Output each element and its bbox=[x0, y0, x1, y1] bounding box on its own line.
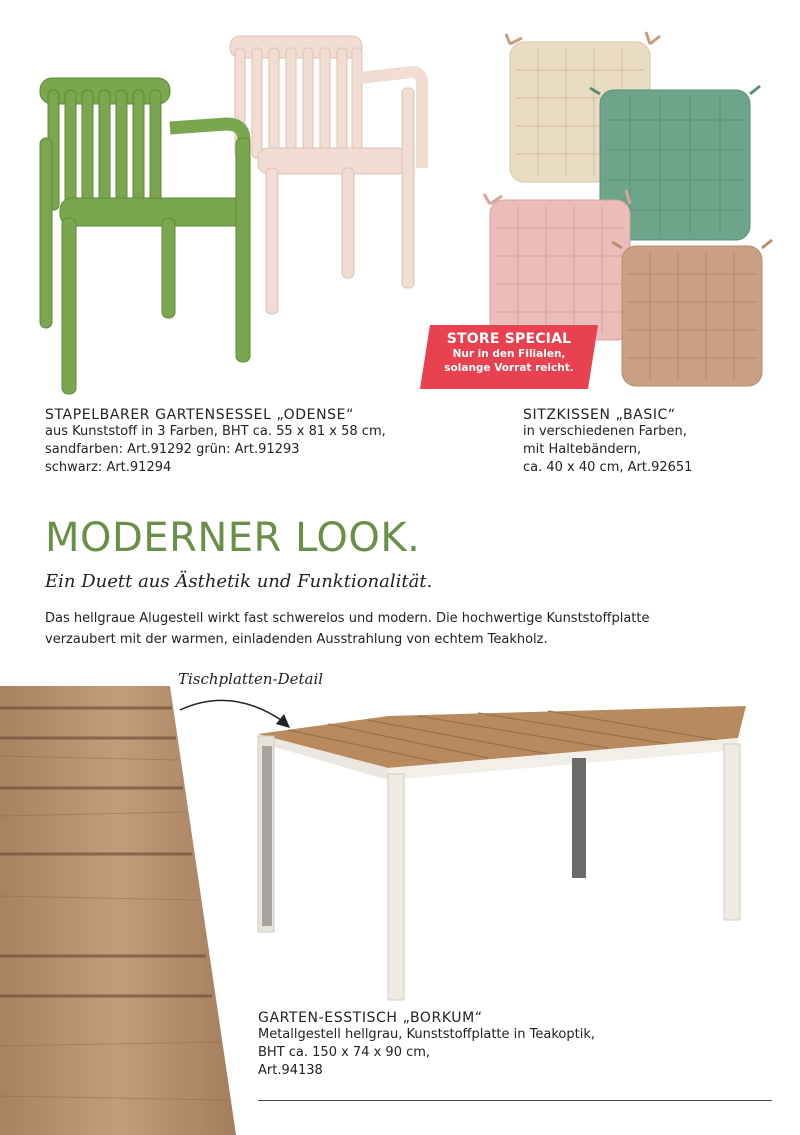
store-special-badge bbox=[420, 325, 598, 389]
product-table-info bbox=[258, 1010, 718, 1080]
body-line: verzaubert mit der warmen, einladenden Ausstrahlung von echtem Teakholz. bbox=[45, 632, 548, 647]
product-desc-line: Metallgestell hellgrau, Kunststoffplatte in Teakoptik, bbox=[258, 1027, 595, 1042]
tabletop-detail-image bbox=[0, 686, 236, 1135]
section-subheadline: Ein Duett aus Ästhetik und Funktionalität. bbox=[45, 571, 433, 592]
badge-line-1: Nur in den Filialen, bbox=[452, 348, 566, 360]
terracotta-cushion bbox=[612, 240, 772, 386]
dining-table-image bbox=[248, 696, 758, 1006]
product-title: GARTEN-ESSTISCH „BORKUM“ bbox=[258, 1010, 483, 1026]
product-cushion-info bbox=[523, 407, 783, 477]
garden-chairs-image bbox=[30, 28, 430, 400]
divider bbox=[258, 1100, 772, 1101]
product-desc-line: mit Haltebändern, bbox=[523, 442, 642, 457]
product-desc-line: BHT ca. 150 x 74 x 90 cm, bbox=[258, 1045, 431, 1060]
product-title: STAPELBARER GARTENSESSEL „ODENSE“ bbox=[45, 407, 354, 423]
product-desc-line: Art.94138 bbox=[258, 1063, 323, 1078]
badge-title: STORE SPECIAL bbox=[446, 331, 572, 347]
product-desc-line: in verschiedenen Farben, bbox=[523, 424, 687, 439]
pink-cushion bbox=[484, 190, 630, 340]
product-desc-line: schwarz: Art.91294 bbox=[45, 460, 172, 475]
badge-line-2: solange Vorrat reicht. bbox=[444, 362, 574, 374]
product-desc-line: ca. 40 x 40 cm, Art.92651 bbox=[523, 460, 693, 475]
green-chair bbox=[40, 78, 250, 394]
section-headline: MODERNER LOOK. bbox=[45, 515, 421, 561]
detail-label: Tischplatten-Detail bbox=[178, 670, 324, 688]
product-title: SITZKISSEN „BASIC“ bbox=[523, 407, 676, 423]
body-line: Das hellgraue Alugestell wirkt fast schwerelos und modern. Die hochwertige Kunststoffplatte bbox=[45, 611, 650, 626]
section-body bbox=[45, 608, 765, 650]
beige-chair bbox=[230, 36, 422, 314]
product-desc-line: sandfarben: Art.91292 grün: Art.91293 bbox=[45, 442, 300, 457]
product-desc-line: aus Kunststoff in 3 Farben, BHT ca. 55 x 81 x 58 cm, bbox=[45, 424, 386, 439]
product-chair-info bbox=[45, 407, 485, 477]
